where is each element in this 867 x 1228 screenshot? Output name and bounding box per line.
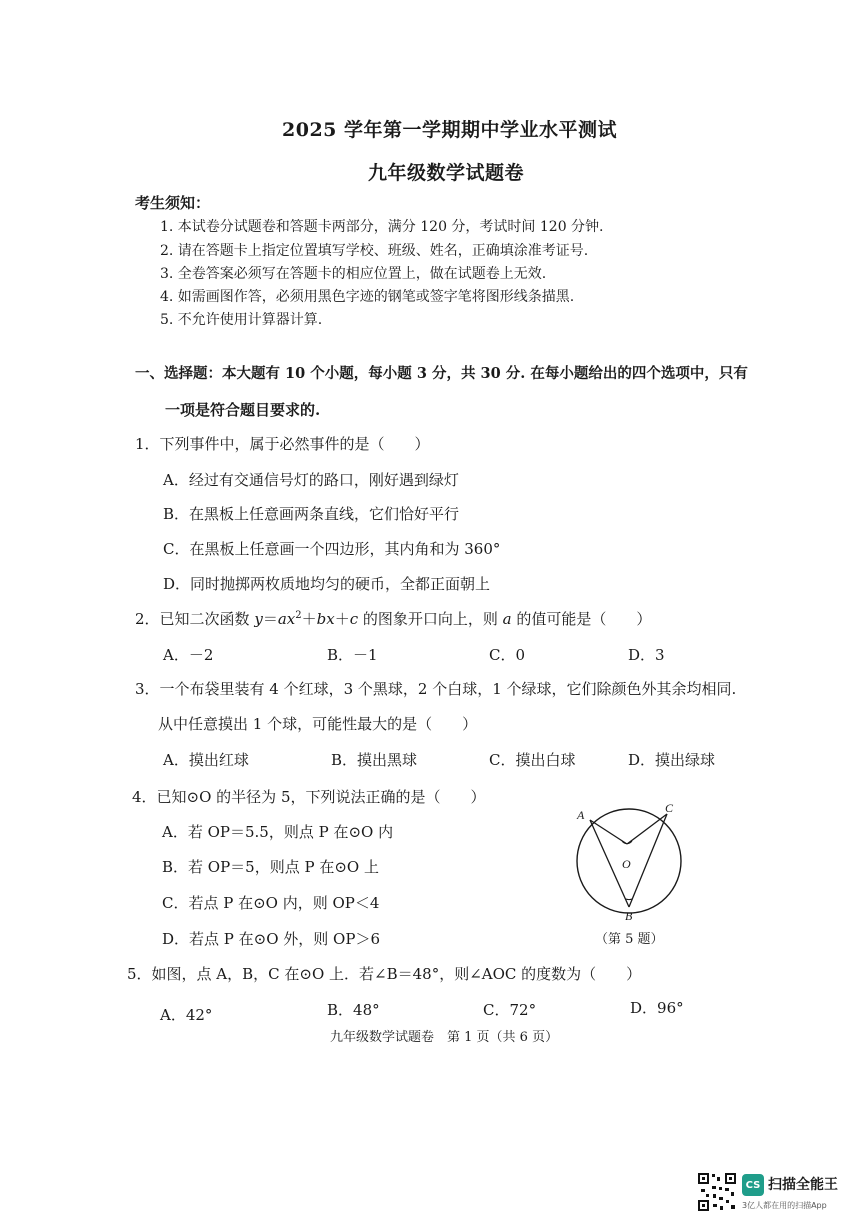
question-5-stem: 5．如图，点 A，B，C 在⊙O 上．若∠B＝48°，则∠AOC 的度数为（ ） [127,965,642,983]
question-2-option-c: C．0 [489,646,526,664]
question-2-option-b: B．－1 [327,646,378,664]
question-3-stem: 3．一个布袋里装有 4 个红球，3 个黑球，2 个白球，1 个绿球，它们除颜色外其余均相同. [135,680,737,698]
question-1-option-c: C．在黑板上任意画一个四边形，其内角和为 360° [163,540,501,558]
circle-geometry-figure [568,798,718,948]
point-label-c: C [665,801,674,815]
point-label-a: A [577,808,585,822]
question-2-option-d: D．3 [628,646,665,664]
question-5-option-b: B．48° [327,1001,380,1019]
camscanner-logo-icon: CS [742,1174,764,1196]
notice-item: 2. 请在答题卡上指定位置填写学校、班级、姓名，正确填涂准考证号. [160,243,589,259]
question-2-stem: 2．已知二次函数 $y=ax^2+bx+c$ 的图象开口向上，则 a 的值可能是（ ） [135,610,652,628]
question-3-stem-continued: 从中任意摸出 1 个球，可能性最大的是（ ） [158,715,478,733]
notice-heading: 考生须知： [135,194,211,212]
question-1-stem: 1．下列事件中，属于必然事件的是（ ） [135,435,430,453]
qr-code-icon [697,1172,737,1212]
question-5-option-a: A．42° [160,1006,213,1024]
point-label-b: B [625,909,633,923]
question-4-option-c: C．若点 P 在⊙O 内，则 OP＜4 [162,894,380,912]
question-1-option-a: A．经过有交通信号灯的路口，刚好遇到绿灯 [163,471,459,489]
notice-item: 5. 不允许使用计算器计算. [160,312,323,328]
figure-caption: （第 5 题） [595,932,664,947]
scanner-app-tagline: 3亿人都在用的扫描App [742,1201,827,1210]
page-footer: 九年级数学试题卷 第 1 页（共 6 页） [330,1030,559,1045]
question-1-option-b: B．在黑板上任意画两条直线，它们恰好平行 [163,505,460,523]
angle-b-arc [626,899,632,900]
question-5-option-d: D．96° [630,999,684,1017]
exam-title: 2025 学年第一学期期中学业水平测试 [282,119,617,141]
question-3-option-c: C．摸出白球 [489,751,576,769]
question-5-option-c: C．72° [483,1001,537,1019]
question-4-option-a: A．若 OP＝5.5，则点 P 在⊙O 内 [162,823,394,841]
question-3-option-b: B．摸出黑球 [331,751,418,769]
section-heading: 一、选择题：本大题有 10 个小题，每小题 3 分，共 30 分. 在每小题给出的四个选项中，只有 [135,365,748,382]
notice-item: 4. 如需画图作答，必须用黑色字迹的钢笔或签字笔将图形线条描黑. [160,289,575,305]
question-4-option-b: B．若 OP＝5，则点 P 在⊙O 上 [162,858,379,876]
scanner-app-name: 扫描全能王 [768,1177,838,1193]
paper-subtitle: 九年级数学试题卷 [368,162,525,184]
question-3-option-a: A．摸出红球 [163,751,249,769]
question-2-option-a: A．－2 [163,646,214,664]
point-label-o: O [622,857,631,871]
notice-item: 3. 全卷答案必须写在答题卡的相应位置上，做在试题卷上无效. [160,266,547,282]
notice-item: 1. 本试卷分试题卷和答题卡两部分，满分 120 分，考试时间 120 分钟. [160,219,604,235]
question-1-option-d: D．同时抛掷两枚质地均匀的硬币，全都正面朝上 [163,575,491,593]
question-4-option-d: D．若点 P 在⊙O 外，则 OP＞6 [162,930,380,948]
question-4-stem: 4．已知⊙O 的半径为 5，下列说法正确的是（ ） [132,788,486,806]
section-heading-continued: 一项是符合题目要求的. [165,401,321,419]
question-3-option-d: D．摸出绿球 [628,751,716,769]
